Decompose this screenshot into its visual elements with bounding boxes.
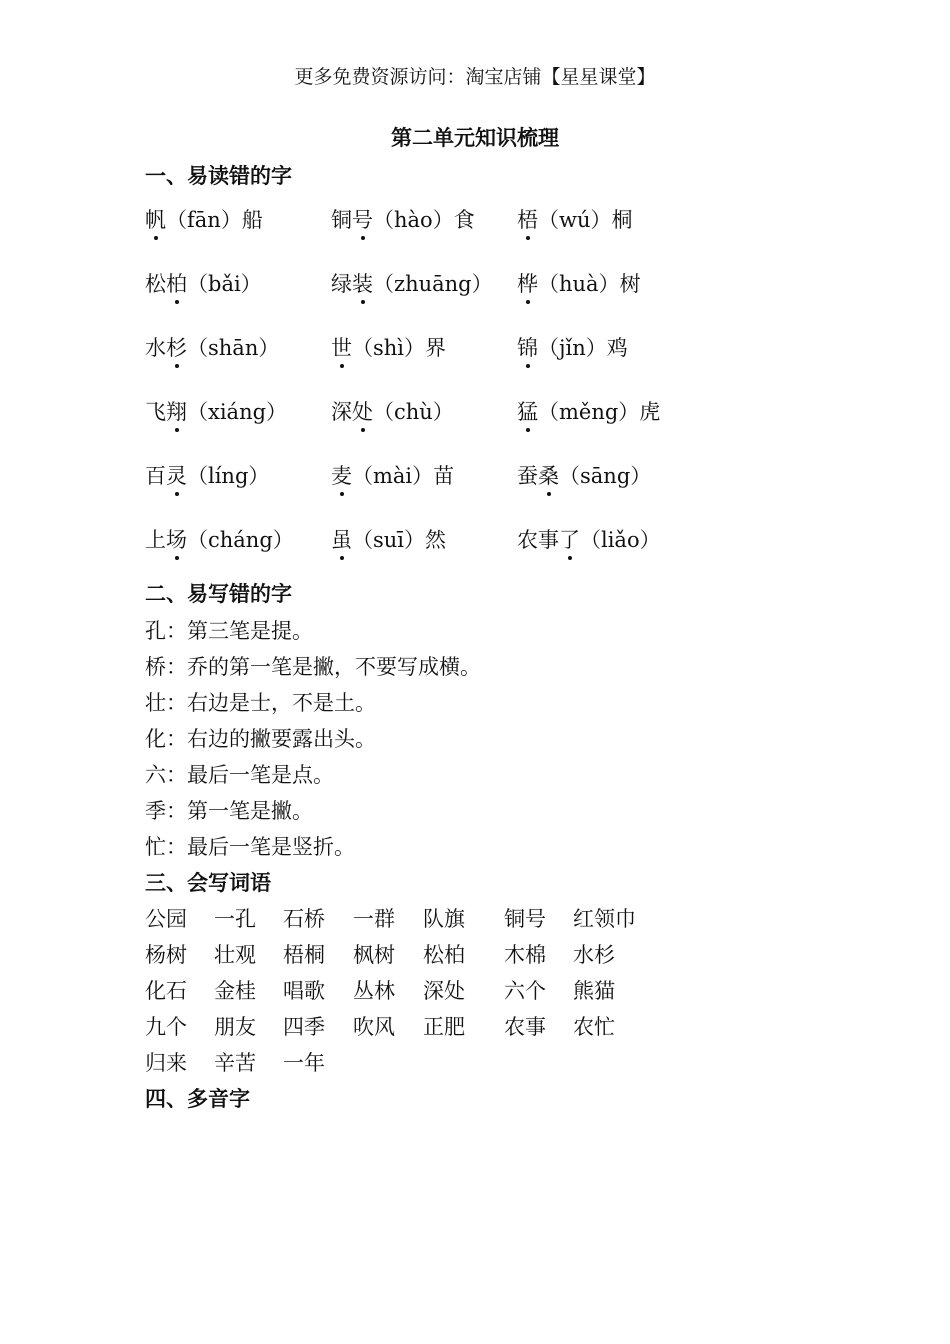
misread-entry <box>517 268 641 298</box>
vocab-word: 壮观 <box>214 943 256 967</box>
vocab-word: 吹风 <box>353 1015 395 1039</box>
entry-prefix: 上 <box>145 528 166 552</box>
dotted-char: 世 <box>331 332 352 362</box>
misread-entry <box>145 332 279 362</box>
entry-pinyin: （líng） <box>187 464 270 488</box>
entry-pinyin: （chù） <box>373 400 454 424</box>
entry-pinyin: （shān） <box>187 336 280 360</box>
misread-entry <box>331 524 446 554</box>
dotted-char: 了 <box>559 524 580 554</box>
entry-pinyin: （shì）界 <box>352 336 447 360</box>
dotted-char: 场 <box>166 524 187 554</box>
entry-prefix: 铜 <box>331 208 352 232</box>
vocab-word: 唱歌 <box>283 979 325 1003</box>
entry-pinyin: （huà）树 <box>538 272 641 296</box>
vocab-word: 丛林 <box>353 979 395 1003</box>
vocab-word: 水杉 <box>573 943 615 967</box>
miswritten-line: 桥：乔的第一笔是撇，不要写成横。 <box>145 655 481 679</box>
dotted-char: 桑 <box>538 460 559 490</box>
vocab-word: 熊猫 <box>573 979 615 1003</box>
dotted-char: 杉 <box>166 332 187 362</box>
vocab-word: 木棉 <box>504 943 546 967</box>
misread-entry <box>145 396 287 426</box>
misread-entry <box>517 396 660 426</box>
entry-prefix: 百 <box>145 464 166 488</box>
vocab-word: 朋友 <box>214 1015 256 1039</box>
vocab-word: 金桂 <box>214 979 256 1003</box>
vocab-word: 梧桐 <box>283 943 325 967</box>
entry-prefix: 绿 <box>331 272 352 296</box>
vocab-word: 六个 <box>504 979 546 1003</box>
dotted-char: 号 <box>352 204 373 234</box>
vocab-word: 农事 <box>504 1015 546 1039</box>
miswritten-line: 化：右边的撇要露出头。 <box>145 727 376 751</box>
misread-entry <box>331 332 446 362</box>
miswritten-line: 季：第一笔是撇。 <box>145 799 313 823</box>
entry-prefix: 蚕 <box>517 464 538 488</box>
misread-entry <box>331 396 454 426</box>
entry-pinyin: （liǎo） <box>580 528 661 552</box>
misread-entry <box>331 204 475 234</box>
vocab-word: 四季 <box>283 1015 325 1039</box>
vocab-word: 公园 <box>145 907 187 931</box>
section-heading-words: 三、会写词语 <box>145 870 271 895</box>
section-heading-polyphones: 四、多音字 <box>145 1086 250 1111</box>
misread-entry <box>517 204 633 234</box>
dotted-char: 帆 <box>145 204 166 234</box>
vocab-word: 一孔 <box>214 907 256 931</box>
vocab-word: 石桥 <box>283 907 325 931</box>
entry-pinyin: （měng）虎 <box>538 400 661 424</box>
miswritten-line: 壮：右边是士，不是土。 <box>145 691 376 715</box>
miswritten-line: 忙：最后一笔是竖折。 <box>145 835 355 859</box>
miswritten-line: 孔：第三笔是提。 <box>145 619 313 643</box>
entry-pinyin: （wú）桐 <box>538 208 633 232</box>
dotted-char: 灵 <box>166 460 187 490</box>
vocab-word: 化石 <box>145 979 187 1003</box>
dotted-char: 翔 <box>166 396 187 426</box>
vocab-word: 九个 <box>145 1015 187 1039</box>
dotted-char: 桦 <box>517 268 538 298</box>
miswritten-line: 六：最后一笔是点。 <box>145 763 334 787</box>
entry-prefix: 飞 <box>145 400 166 424</box>
vocab-word: 农忙 <box>573 1015 615 1039</box>
header-note: 更多免费资源访问：淘宝店铺【星星课堂】 <box>294 66 656 88</box>
misread-entry <box>145 524 294 554</box>
vocab-word: 归来 <box>145 1051 187 1075</box>
vocab-word: 枫树 <box>353 943 395 967</box>
vocab-word: 松柏 <box>423 943 465 967</box>
dotted-char: 麦 <box>331 460 352 490</box>
vocab-word: 铜号 <box>504 907 546 931</box>
vocab-word: 一群 <box>353 907 395 931</box>
misread-entry <box>517 460 651 490</box>
misread-entry <box>331 268 493 298</box>
dotted-char: 猛 <box>517 396 538 426</box>
page-title: 第二单元知识梳理 <box>391 125 559 150</box>
vocab-word: 一年 <box>283 1051 325 1075</box>
vocab-word: 深处 <box>423 979 465 1003</box>
entry-prefix: 水 <box>145 336 166 360</box>
misread-entry <box>331 460 454 490</box>
entry-pinyin: （cháng） <box>187 528 294 552</box>
section-heading-miswritten: 二、易写错的字 <box>145 581 292 606</box>
dotted-char: 锦 <box>517 332 538 362</box>
dotted-char: 虽 <box>331 524 352 554</box>
dotted-char: 柏 <box>166 268 187 298</box>
dotted-char: 处 <box>352 396 373 426</box>
misread-entry <box>517 332 628 362</box>
entry-pinyin: （hào）食 <box>373 208 475 232</box>
misread-entry <box>145 460 269 490</box>
section-heading-misread: 一、易读错的字 <box>145 163 292 188</box>
entry-prefix: 松 <box>145 272 166 296</box>
entry-pinyin: （zhuāng） <box>373 272 493 296</box>
misread-entry <box>145 204 263 234</box>
vocab-word: 红领巾 <box>573 907 636 931</box>
misread-entry <box>517 524 661 554</box>
vocab-word: 正肥 <box>423 1015 465 1039</box>
entry-pinyin: （jǐn）鸡 <box>538 336 628 360</box>
entry-pinyin: （bǎi） <box>187 272 262 296</box>
entry-prefix: 深 <box>331 400 352 424</box>
entry-prefix: 农事 <box>517 528 559 552</box>
entry-pinyin: （fān）船 <box>166 208 263 232</box>
dotted-char: 梧 <box>517 204 538 234</box>
vocab-word: 队旗 <box>423 907 465 931</box>
entry-pinyin: （xiáng） <box>187 400 288 424</box>
entry-pinyin: （sāng） <box>559 464 652 488</box>
vocab-word: 杨树 <box>145 943 187 967</box>
entry-pinyin: （suī）然 <box>352 528 447 552</box>
entry-pinyin: （mài）苗 <box>352 464 455 488</box>
misread-entry <box>145 268 262 298</box>
dotted-char: 装 <box>352 268 373 298</box>
vocab-word: 辛苦 <box>214 1051 256 1075</box>
